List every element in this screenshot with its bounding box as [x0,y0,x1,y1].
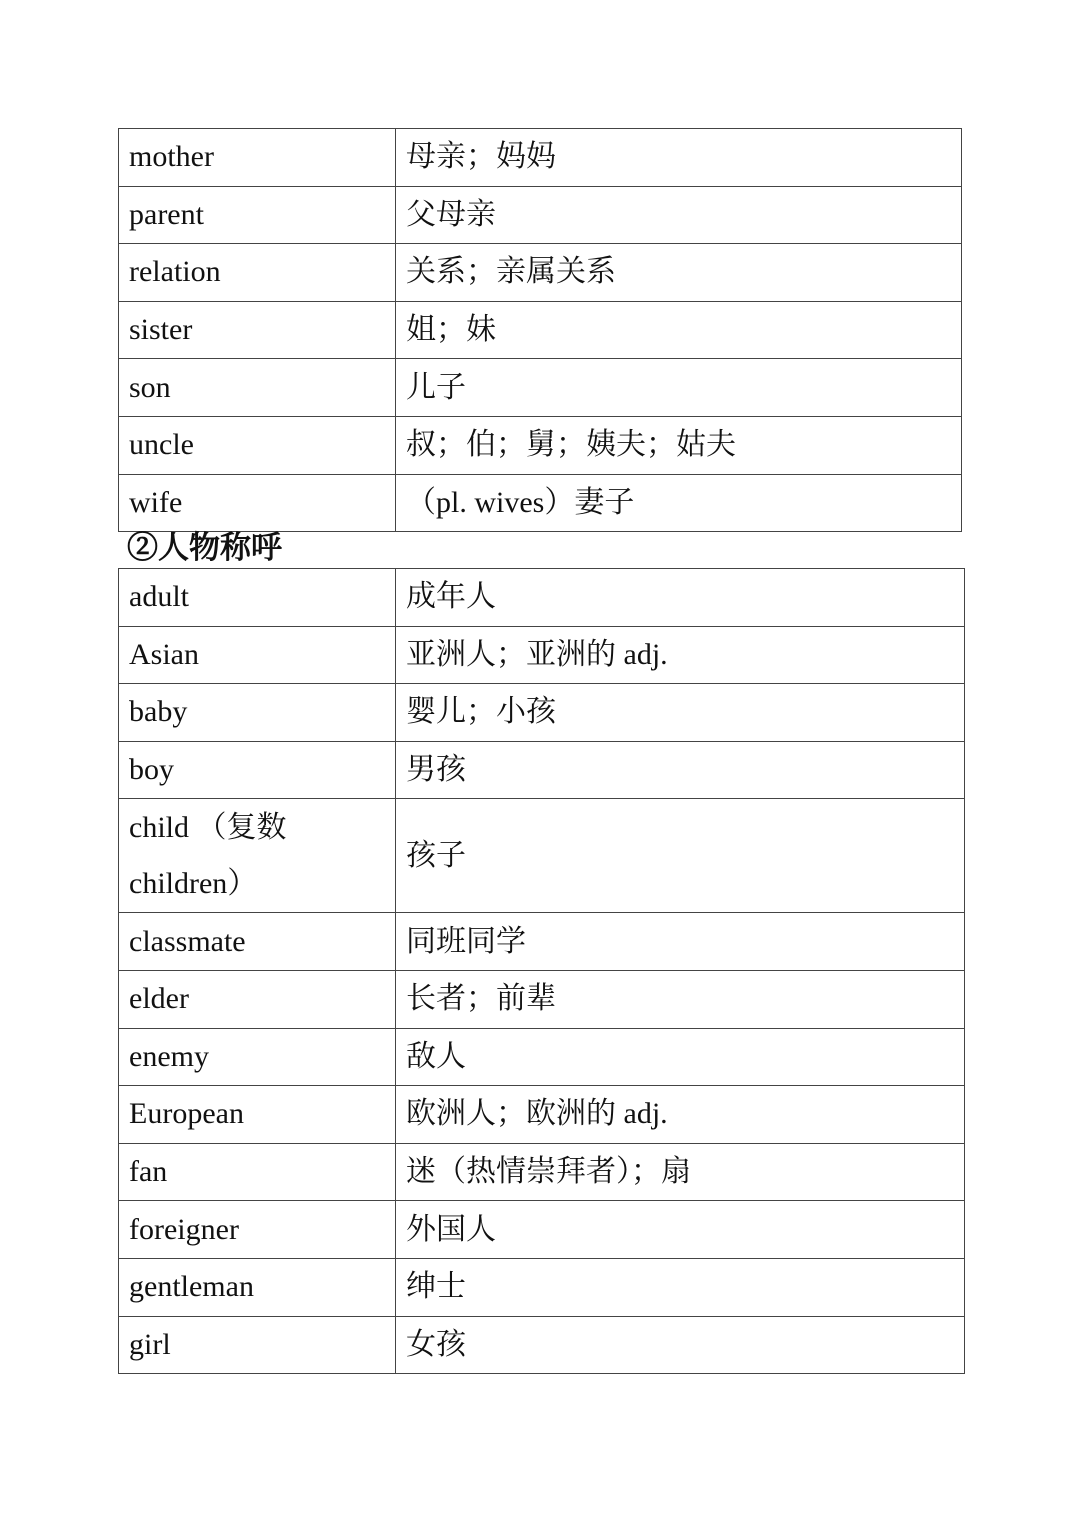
table-row [119,626,965,684]
meaning-cell: 敌人 [396,1028,965,1086]
meaning-cell: 叔；伯；舅；姨夫；姑夫 [396,416,962,474]
section-heading: ②人物称呼 [127,530,282,565]
meaning-cell: 亚洲人；亚洲的 adj. [396,626,965,684]
table-row [119,913,965,971]
word-cell: classmate [119,913,396,971]
meaning-cell: 长者；前辈 [396,970,965,1028]
meaning-cell: 欧洲人；欧洲的 adj. [396,1086,965,1144]
table-row [119,1316,965,1374]
meaning-cell: 孩子 [396,799,965,913]
meaning-cell: 婴儿；小孩 [396,684,965,742]
table-row [119,1086,965,1144]
table-row [119,569,965,627]
meaning-cell: 同班同学 [396,913,965,971]
meaning-cell: 迷（热情崇拜者）；扇 [396,1143,965,1201]
table-row [119,474,962,532]
word-cell-text: child （复数 children） [129,810,287,900]
word-cell: European [119,1086,396,1144]
meaning-cell: 儿子 [396,359,962,417]
word-cell: baby [119,684,396,742]
table-row [119,359,962,417]
table-row [119,301,962,359]
word-cell: girl [119,1316,396,1374]
vocab-table-family [118,128,962,532]
table-row [119,799,965,913]
word-cell: uncle [119,416,396,474]
meaning-cell: （pl. wives）妻子 [396,474,962,532]
word-cell: gentleman [119,1258,396,1316]
meaning-cell: 母亲；妈妈 [396,129,962,187]
table-row [119,1258,965,1316]
table-row [119,684,965,742]
meaning-cell: 外国人 [396,1201,965,1259]
table-row [119,244,962,302]
word-cell: boy [119,741,396,799]
word-cell: wife [119,474,396,532]
word-cell: mother [119,129,396,187]
meaning-cell: 成年人 [396,569,965,627]
word-cell: adult [119,569,396,627]
word-cell: Asian [119,626,396,684]
meaning-cell: 姐；妹 [396,301,962,359]
meaning-cell: 男孩 [396,741,965,799]
meaning-cell: 女孩 [396,1316,965,1374]
word-cell: sister [119,301,396,359]
word-cell: enemy [119,1028,396,1086]
table-row [119,416,962,474]
meaning-cell: 绅士 [396,1258,965,1316]
vocab-table-people [118,568,965,1374]
table-row [119,1028,965,1086]
word-cell: son [119,359,396,417]
word-cell: elder [119,970,396,1028]
word-cell: parent [119,186,396,244]
table-row [119,1143,965,1201]
table-row [119,970,965,1028]
table-row [119,186,962,244]
table-row [119,741,965,799]
word-cell: foreigner [119,1201,396,1259]
word-cell [119,799,396,913]
table-row [119,1201,965,1259]
table-row [119,129,962,187]
word-cell: fan [119,1143,396,1201]
meaning-cell: 父母亲 [396,186,962,244]
word-cell: relation [119,244,396,302]
meaning-cell: 关系；亲属关系 [396,244,962,302]
